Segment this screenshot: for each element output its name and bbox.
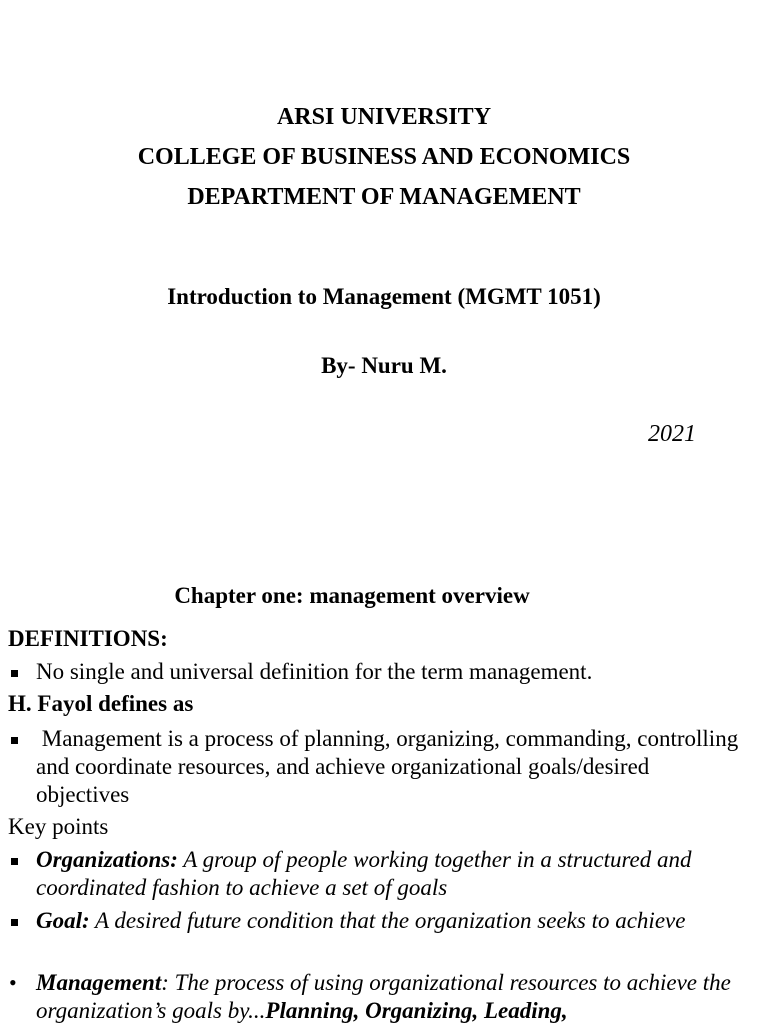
- square-bullet-icon: [11, 737, 18, 744]
- fayol-bullet-text: Management is a process of planning, organizing, commanding, controlling and coordinate resources, and achieve organizational goals/desired objectives: [36, 726, 744, 807]
- fayol-heading: H. Fayol defines as: [8, 691, 194, 716]
- key-point-functions: Planning, Organizing, Leading,: [265, 998, 568, 1023]
- course-title: Introduction to Management (MGMT 1051): [167, 284, 601, 309]
- key-point-organizations: [8, 846, 748, 902]
- definitions-bullet-text: No single and universal definition for the term management.: [36, 659, 593, 684]
- square-bullet-icon: [11, 919, 18, 926]
- key-point-text: [36, 846, 748, 902]
- key-point-term: Goal:: [36, 908, 90, 933]
- round-bullet-icon: •: [9, 970, 17, 995]
- key-point-text: [36, 969, 748, 1025]
- definitions-heading: DEFINITIONS:: [8, 626, 168, 651]
- definitions-bullet: [8, 658, 748, 686]
- key-point-text: [36, 907, 748, 935]
- key-points-label: Key points: [8, 814, 109, 839]
- key-point-definition: A group of people working together in a structured and coordinated fashion to achieve a set of goals: [36, 847, 692, 900]
- university-name: ARSI UNIVERSITY: [276, 104, 492, 130]
- key-point-goal: [8, 907, 748, 935]
- fayol-bullet: [8, 725, 748, 809]
- chapter-title: Chapter one: management overview: [174, 583, 530, 608]
- key-point-term: Organizations:: [36, 847, 178, 872]
- year: 2021: [648, 421, 696, 447]
- key-point-definition: A desired future condition that the organization seeks to achieve: [89, 908, 686, 933]
- key-point-definition: : The process of using organizational resources to achieve the organization’s goals by...: [36, 970, 731, 1023]
- square-bullet-icon: [11, 670, 18, 677]
- author-line: By- Nuru M.: [321, 353, 447, 378]
- department-name: DEPARTMENT OF MANAGEMENT: [187, 184, 581, 210]
- key-point-term: Management: [36, 970, 162, 995]
- square-bullet-icon: [11, 858, 18, 865]
- college-name: COLLEGE OF BUSINESS AND ECONOMICS: [137, 144, 631, 170]
- key-point-management: [8, 969, 748, 1025]
